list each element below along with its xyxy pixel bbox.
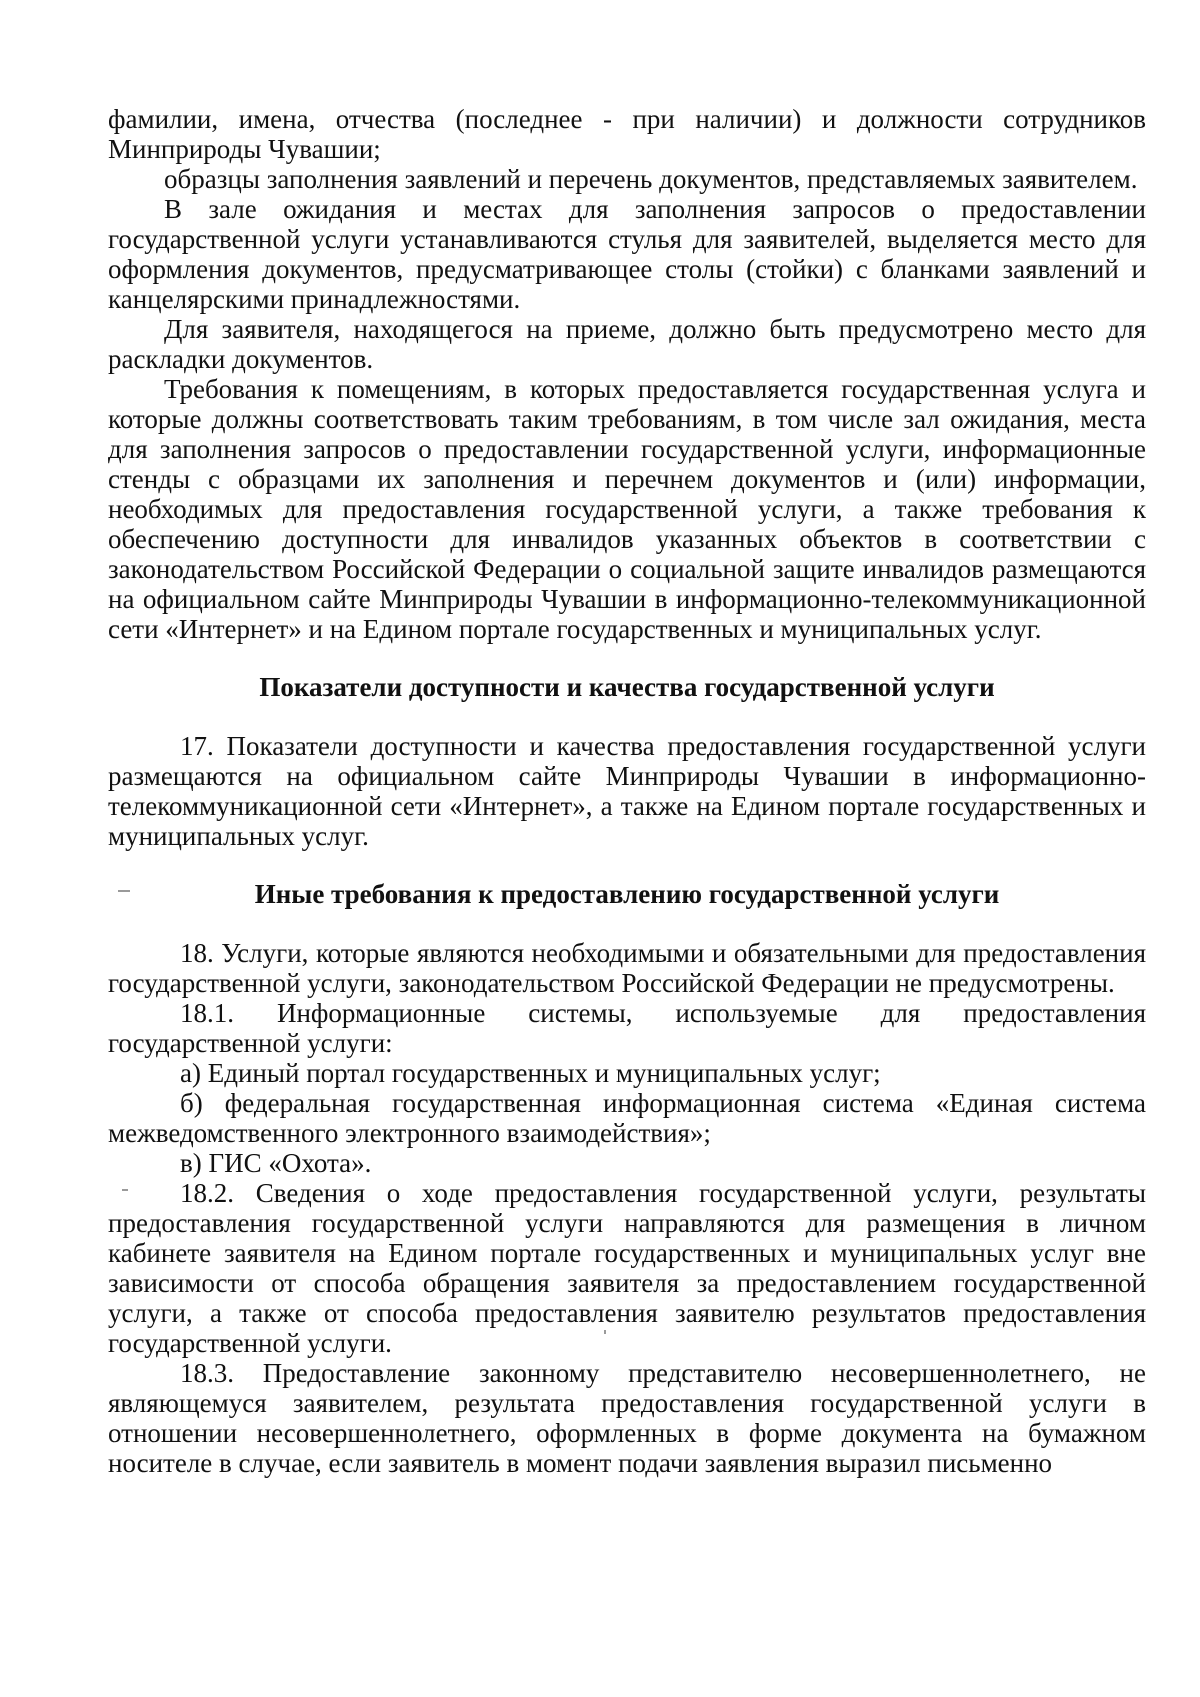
paragraph-applicant-place: Для заявителя, находящегося на приеме, должно быть предусмотрено место для раскладки документов. bbox=[108, 314, 1146, 374]
paragraph-17: 17. Показатели доступности и качества предоставления государственной услуги размещаются на официальном сайте Минприроды Чувашии в информационно-телекоммуникационной сети «Интернет», а также на Едином портале государственных и муниципальных услуг. bbox=[108, 731, 1146, 851]
list-item-c: в) ГИС «Охота». bbox=[180, 1148, 372, 1178]
list-item-b: б) федеральная государственная информационная система «Единая система межведомственного электронного взаимодействия»; bbox=[108, 1088, 1146, 1148]
section-heading-other-requirements: Иные требования к предоставлению государственной услуги bbox=[254, 879, 1000, 909]
paragraph-sample-forms: образцы заполнения заявлений и перечень документов, представляемых заявителем. bbox=[164, 164, 1138, 194]
paragraph-18-1: 18.1. Информационные системы, используемые для предоставления государственной услуги: bbox=[108, 998, 1146, 1058]
paragraph-staff-names: фамилии, имена, отчества (последнее - при наличии) и должности сотрудников Минприроды Чувашии; bbox=[108, 104, 1146, 164]
paragraph-waiting-hall: В зале ожидания и местах для заполнения запросов о предоставлении государственной услуги устанавливаются стулья для заявителей, выделяется место для оформления документов, предусматривающее столы (стойки) с бланками заявлений и канцелярскими принадлежностями. bbox=[108, 194, 1146, 314]
paragraph-18: 18. Услуги, которые являются необходимыми и обязательными для предоставления государственной услуги, законодательством Российской Федерации не предусмотрены. bbox=[108, 938, 1146, 998]
section-heading-accessibility: Показатели доступности и качества государственной услуги bbox=[259, 672, 995, 702]
paragraph-18-3: 18.3. Предоставление законному представителю несовершеннолетнего, не являющемуся заявителем, результата предоставления государственной услуги в отношении несовершеннолетнего, оформленных в форме документа на бумажном носителе в случае, если заявитель в момент подачи заявления выразил письменно bbox=[108, 1358, 1146, 1478]
document-body bbox=[108, 104, 1146, 1478]
list-item-a: а) Единый портал государственных и муниципальных услуг; bbox=[180, 1058, 881, 1088]
paragraph-premises-requirements: Требования к помещениям, в которых предоставляется государственная услуга и которые должны соответствовать таким требованиям, в том числе зал ожидания, места для заполнения запросов о предоставлении государственной услуги, информационные стенды с образцами их заполнения и перечнем документов и (или) информации, необходимых для предоставления государственной услуги, а также требования к обеспечению доступности для инвалидов указанных объектов в соответствии с законодательством Российской Федерации о социальной защите инвалидов размещаются на официальном сайте Минприроды Чувашии в информационно-телекоммуникационной сети «Интернет» и на Едином портале государственных и муниципальных услуг. bbox=[108, 374, 1146, 644]
paragraph-18-2: 18.2. Сведения о ходе предоставления государственной услуги, результаты предоставления государственной услуги направляются для размещения в личном кабинете заявителя на Едином портале государственных и муниципальных услуг вне зависимости от способа обращения заявителя за предоставлением государственной услуги, а также от способа предоставления заявителю результатов предоставления государственной услуги. bbox=[108, 1178, 1146, 1358]
